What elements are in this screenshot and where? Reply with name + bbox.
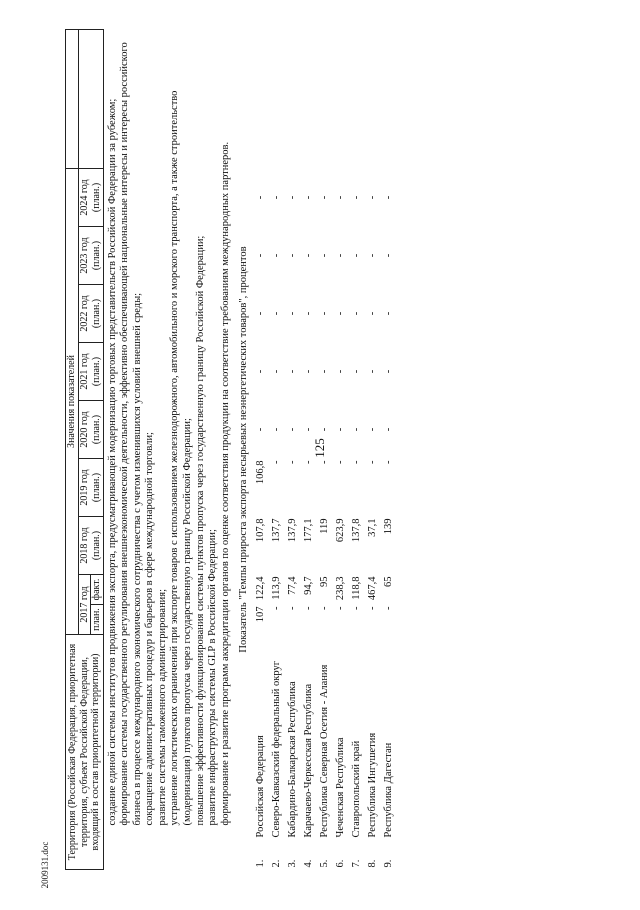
indicator-title: Показатель "Темпы прироста экспорта несырьевых неэнергетических товаров", процентов: [238, 246, 250, 653]
year-header-2020: 2020 год (план.): [78, 401, 103, 459]
value-cell-y2018: 139: [382, 518, 394, 535]
row-spacer: [381, 29, 397, 168]
value-cell-plan2017: -: [286, 606, 298, 610]
goal-item: сокращение административных процедур и барьеров в сфере международной торговли;: [144, 432, 156, 826]
table-row: [301, 29, 317, 869]
value-cell-y2019: -: [270, 460, 282, 464]
value-cell-y2024: -: [334, 195, 346, 200]
row-spacer: [253, 29, 269, 168]
value-cell-y2022: -: [318, 311, 330, 316]
value-cell-plan2017: -: [366, 606, 378, 610]
region-name: Ставропольский край: [350, 740, 362, 838]
value-cell-y2020: -: [270, 427, 282, 432]
row-spacer: [349, 29, 365, 168]
value-cell-y2020: -: [350, 427, 362, 432]
value-cell-y2023: -: [302, 253, 314, 258]
region-name: Северо-Кавказский федеральный округ: [270, 660, 282, 838]
value-cell-fact2017: 65: [382, 576, 394, 587]
value-cell-y2024: -: [270, 195, 282, 200]
value-cell-fact2017: 467,4: [366, 576, 378, 601]
rotated-page-content: [65, 30, 585, 870]
header-row-1: [66, 29, 79, 869]
value-cell-y2023: -: [254, 253, 266, 258]
goal-item: повышение эффективности функционирования системы пунктов пропуска через государственную границу Российской Федерации;: [194, 235, 206, 826]
value-cell-y2021: -: [302, 369, 314, 374]
value-cell-y2023: -: [350, 253, 362, 258]
value-cell-y2024: -: [350, 195, 362, 200]
value-cell-y2021: -: [334, 369, 346, 374]
value-cell-y2019: -: [286, 460, 298, 464]
value-cell-y2024: -: [382, 195, 394, 200]
table-row: [381, 29, 397, 869]
goal-item: развитие системы таможенного администрирования;: [156, 588, 168, 826]
value-cell-y2024: -: [286, 195, 298, 200]
header-spacer: [66, 29, 79, 168]
value-cell-y2021: -: [254, 369, 266, 374]
region-name: Республика Северная Осетия - Алания: [318, 664, 330, 838]
region-name: Карачаево-Черкесская Республика: [302, 683, 314, 838]
table-row: [349, 29, 365, 869]
value-cell-y2019: -: [318, 460, 330, 464]
year-2017-header: 2017 год: [78, 575, 91, 635]
row-number: 6.: [334, 859, 346, 868]
value-cell-y2023: -: [286, 253, 298, 258]
indicator-title-row: [235, 29, 253, 869]
goals-row: [103, 29, 235, 869]
year-header-2022: 2022 год (план.): [78, 285, 103, 343]
value-cell-y2022: -: [286, 311, 298, 316]
value-cell-fact2017: 238,3: [334, 576, 346, 601]
value-cell-y2021: -: [318, 369, 330, 374]
value-cell-y2023: -: [318, 253, 330, 258]
region-name: Кабардино-Балкарская Республика: [286, 681, 298, 838]
value-cell-y2024: -: [318, 195, 330, 200]
value-cell-plan2017: -: [382, 606, 394, 610]
value-cell-y2022: -: [334, 311, 346, 316]
row-number: 5.: [318, 859, 330, 868]
territory-header: Территория (Российская Федерация, приоритетная территория, субъект Российской Федерации, входящий в состав приоритетной территории): [66, 635, 104, 870]
year-header-2019: 2019 год (план.): [78, 459, 103, 517]
goal-item: формирование системы государственного регулирования внешнеэкономической деятельности, эффективно обеспечивающей национальные интересы и интересы российского бизнеса в процессе международного экономического сотрудничества с учетом изменившихся условий внешней среды;: [119, 42, 143, 826]
goal-item: устранение логистических ограничений при экспорте товаров с использованием железнодорожного, автомобильного и морского транспорта, а также строительство (модернизация) пунктов пропуска через государственную границу Российской Федерации;: [169, 90, 194, 826]
file-id: 2009131.doc: [40, 841, 50, 889]
value-cell-y2018: 177,1: [302, 518, 314, 543]
value-cell-y2024: -: [254, 195, 266, 200]
year-header-2024: 2024 год (план.): [78, 168, 103, 226]
row-number: 3.: [286, 859, 298, 868]
value-cell-y2021: -: [286, 369, 298, 374]
year-header-2021: 2021 год (план.): [78, 343, 103, 401]
goal-item: развитие инфраструктуры системы GLP в Российской Федерации;: [207, 529, 219, 826]
goal-item: формирование и развитие программ аккредитации органов по оценке соответствия продукции на соответствие требованиям международных партнеров.: [219, 141, 231, 826]
value-cell-y2019: 106,8: [254, 460, 266, 485]
region-name: Российская Федерация: [254, 735, 266, 838]
value-cell-y2018: 107,8: [254, 518, 266, 543]
value-cell-y2023: -: [366, 253, 378, 258]
values-group-header: Значения показателей: [66, 168, 79, 634]
row-number: 8.: [366, 859, 378, 868]
value-cell-y2023: -: [334, 253, 346, 258]
region-name: Республика Дагестан: [382, 742, 394, 838]
value-cell-y2019: -: [350, 460, 362, 464]
value-cell-y2022: -: [302, 311, 314, 316]
value-cell-plan2017: -: [318, 606, 330, 610]
year-header-2018: 2018 год (план.): [78, 517, 103, 575]
row-spacer: [317, 29, 333, 168]
row-spacer: [365, 29, 381, 168]
value-cell-fact2017: 94,7: [302, 576, 314, 595]
value-cell-y2020: -: [382, 427, 394, 432]
value-cell-y2024: -: [302, 195, 314, 200]
value-cell-y2018: 137,7: [270, 518, 282, 543]
row-number: 9.: [382, 859, 394, 868]
value-cell-y2022: -: [366, 311, 378, 316]
indicator-table: [65, 29, 397, 870]
value-cell-y2021: -: [366, 369, 378, 374]
value-cell-y2023: -: [270, 253, 282, 258]
region-name: Республика Ингушетия: [366, 732, 378, 838]
value-cell-y2018: 37,1: [366, 518, 378, 537]
value-cell-y2020: -: [286, 427, 298, 432]
value-cell-y2022: -: [350, 311, 362, 316]
table-row: [269, 29, 285, 869]
value-cell-y2023: -: [382, 253, 394, 258]
value-cell-y2019: -: [334, 460, 346, 464]
region-name: Чеченская Республика: [334, 737, 346, 838]
value-cell-fact2017: 118,8: [350, 576, 362, 600]
fact-2017-header: факт.: [91, 575, 104, 605]
value-cell-y2022: -: [254, 311, 266, 316]
value-cell-y2019: -: [366, 460, 378, 464]
value-cell-y2018: 119: [318, 518, 330, 534]
value-cell-y2019: -: [302, 460, 314, 464]
row-spacer: [333, 29, 349, 168]
value-cell-plan2017: -: [350, 606, 362, 610]
row-number: 7.: [350, 859, 362, 868]
value-cell-plan2017: -: [302, 606, 314, 610]
value-cell-plan2017: 107: [254, 606, 266, 623]
goal-item: создание единой системы институтов продвижения экспорта, предусматривающей модернизацию торговых представительств Российской Федерации за рубежом;: [106, 98, 118, 826]
value-cell-y2018: 137,9: [286, 518, 298, 543]
value-cell-y2022: -: [382, 311, 394, 316]
value-cell-y2021: -: [350, 369, 362, 374]
value-cell-fact2017: 113,9: [270, 576, 282, 600]
table-row: [285, 29, 301, 869]
value-cell-y2020: -: [302, 427, 314, 432]
row-spacer: [285, 29, 301, 168]
row-number: 4.: [302, 859, 314, 868]
header-spacer: [78, 29, 103, 168]
value-cell-y2018: 137,8: [350, 518, 362, 543]
row-spacer: [269, 29, 285, 168]
table-row: [253, 29, 269, 869]
value-cell-plan2017: -: [270, 606, 282, 610]
value-cell-fact2017: 95: [318, 576, 330, 587]
value-cell-y2022: -: [270, 311, 282, 316]
table-row: [333, 29, 349, 869]
data-rows: [253, 29, 397, 869]
value-cell-fact2017: 77,4: [286, 576, 298, 595]
value-cell-y2020: -: [318, 427, 330, 432]
value-cell-y2020: -: [366, 427, 378, 432]
table-row: [365, 29, 381, 869]
table-row: [317, 29, 333, 869]
value-cell-plan2017: -: [334, 606, 346, 610]
value-cell-y2020: -: [254, 427, 266, 432]
row-number: 1.: [254, 859, 266, 868]
goals-list: [103, 29, 235, 869]
page-number: 125: [312, 438, 327, 458]
value-cell-y2019: -: [382, 460, 394, 464]
value-cell-fact2017: 122,4: [254, 576, 266, 601]
plan-2017-header: план.: [91, 605, 104, 635]
value-cell-y2021: -: [270, 369, 282, 374]
row-number: 2.: [270, 859, 282, 868]
value-cell-y2020: -: [334, 427, 346, 432]
value-cell-y2021: -: [382, 369, 394, 374]
value-cell-y2024: -: [366, 195, 378, 200]
year-header-2023: 2023 год (план.): [78, 227, 103, 285]
value-cell-y2018: 623,9: [334, 518, 346, 543]
row-spacer: [301, 29, 317, 168]
